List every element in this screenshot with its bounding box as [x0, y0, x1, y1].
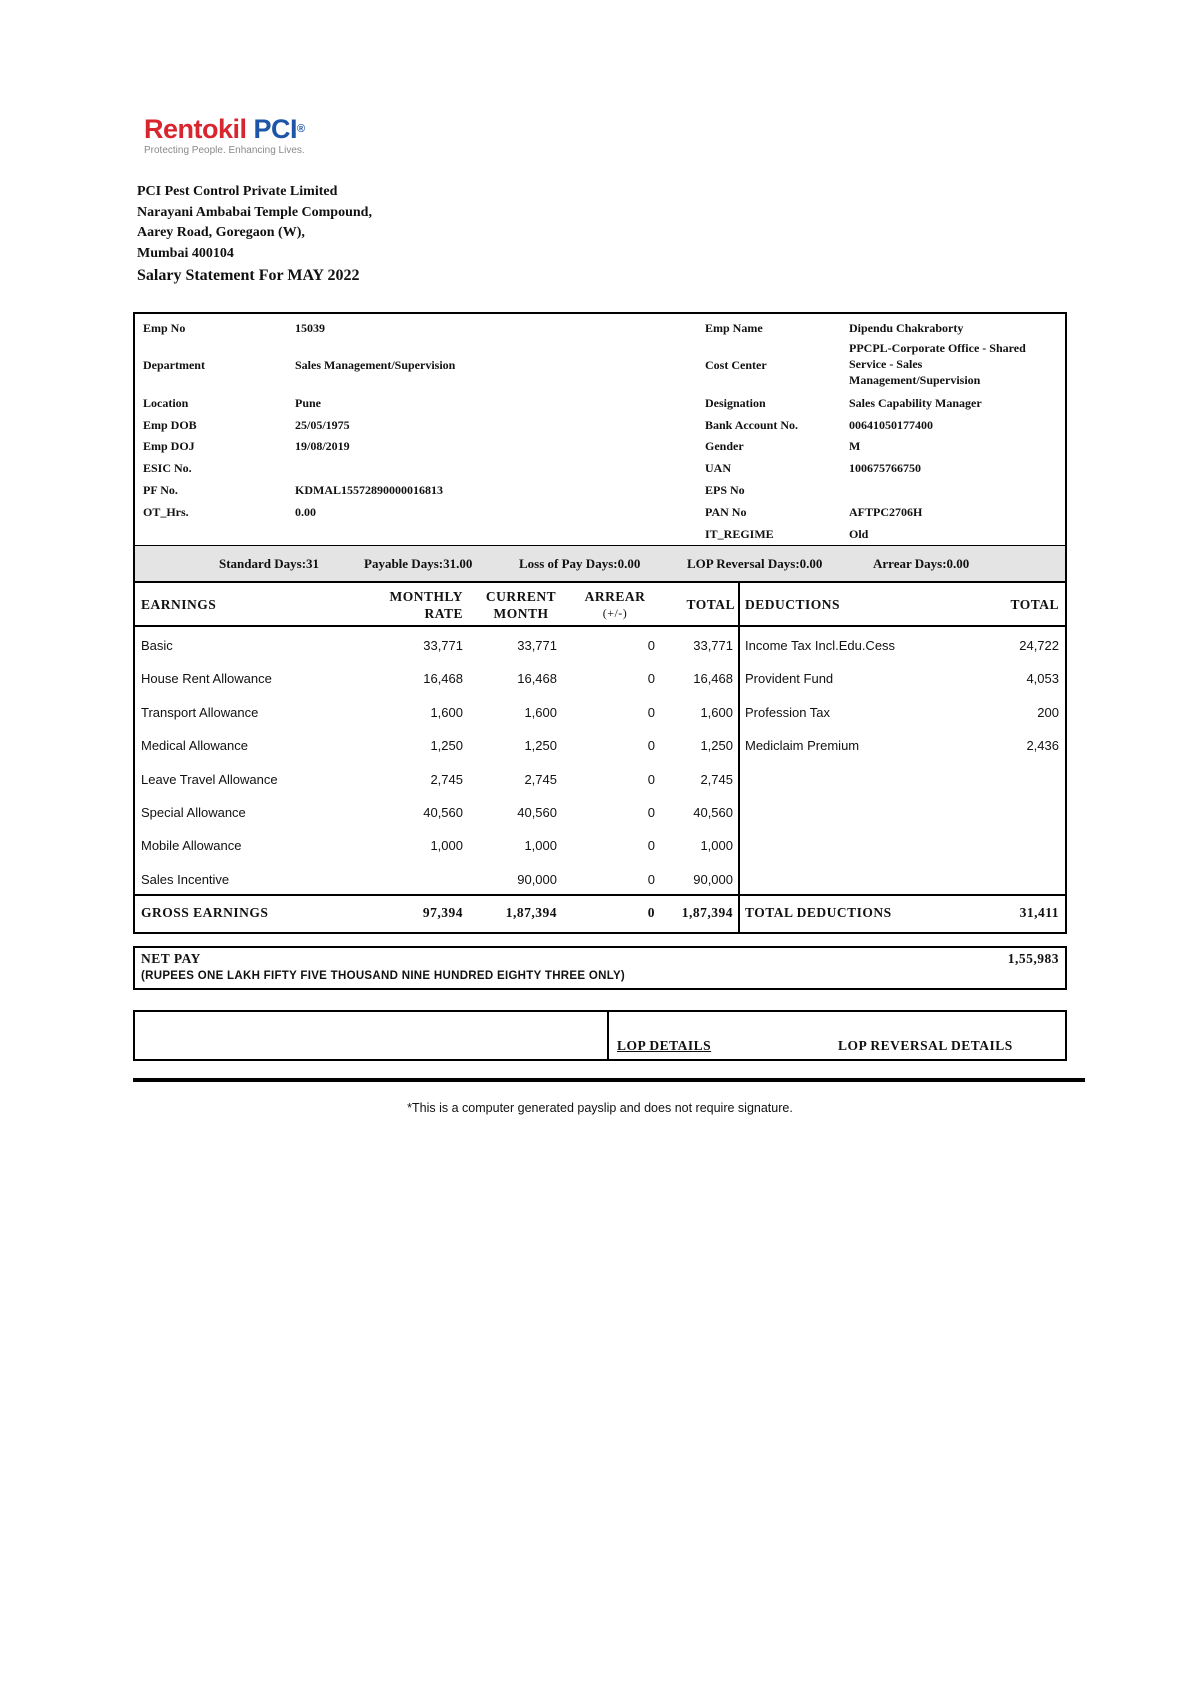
- logo-registered-mark: ®: [297, 123, 305, 135]
- earning-current-month: 33,771: [517, 638, 557, 653]
- deductions-total-header: TOTAL: [1010, 597, 1059, 612]
- logo-brand-blue: PCI: [253, 114, 298, 144]
- footer-note: *This is a computer generated payslip and does not require signature.: [407, 1101, 793, 1115]
- uan-label: UAN: [705, 461, 731, 475]
- doj-label: Emp DOJ: [143, 439, 195, 453]
- total-deductions-value: 31,411: [1019, 905, 1059, 920]
- earning-arrear: 0: [647, 704, 655, 720]
- earning-arrear: 0: [647, 838, 655, 854]
- logo-tagline: Protecting People. Enhancing Lives.: [144, 145, 305, 156]
- deduction-name: Profession Tax: [745, 704, 831, 720]
- earning-name: Basic: [141, 638, 173, 653]
- gender-value: M: [849, 439, 861, 453]
- bank-account-value: 00641050177400: [849, 418, 933, 432]
- total-deductions-label: TOTAL DEDUCTIONS: [745, 905, 892, 920]
- designation-value: Sales Capability Manager: [849, 396, 982, 410]
- it-regime-value: Old: [849, 527, 869, 541]
- arrear-header-line1: ARREAR: [584, 589, 646, 604]
- earning-total: 1,250: [700, 738, 733, 754]
- earning-monthly-rate: 1,600: [430, 704, 463, 720]
- earnings-total-header: TOTAL: [686, 597, 735, 612]
- earning-current-month: 1,600: [524, 704, 557, 720]
- lop-divider: [607, 1012, 609, 1059]
- earning-monthly-rate: 40,560: [423, 805, 463, 820]
- earning-current-month: 1,250: [524, 738, 557, 754]
- pf-value: KDMAL15572890000016813: [295, 483, 443, 497]
- earning-total: 40,560: [693, 805, 733, 820]
- current-month-header-line1: CURRENT: [485, 589, 557, 604]
- location-value: Pune: [295, 396, 322, 410]
- location-label: Location: [143, 396, 189, 410]
- deduction-total: 4,053: [1026, 671, 1059, 687]
- payslip-table: [133, 312, 1067, 934]
- payable-days: Payable Days:31.00: [364, 556, 473, 571]
- net-pay-box: [133, 946, 1067, 990]
- address-line-1: Narayani Ambabai Temple Compound,: [137, 204, 372, 220]
- statement-title: Salary Statement For MAY 2022: [137, 267, 360, 284]
- current-month-header: [479, 588, 563, 622]
- earning-monthly-rate: 33,771: [423, 638, 463, 653]
- earning-name: Mobile Allowance: [141, 838, 242, 854]
- gross-divider: [135, 894, 1065, 896]
- earning-total: 90,000: [693, 871, 733, 887]
- earning-monthly-rate: 1,000: [430, 838, 463, 854]
- logo-wordmark: [144, 114, 305, 144]
- lop-box: [133, 1010, 1067, 1061]
- earning-total: 1,000: [700, 838, 733, 854]
- earning-current-month: 16,468: [517, 671, 557, 687]
- emp-no-label: Emp No: [143, 321, 186, 335]
- earning-current-month: 90,000: [517, 871, 557, 887]
- cost-center-label: Cost Center: [705, 358, 767, 372]
- footer-rule: [133, 1078, 1085, 1082]
- lop-details-label: LOP DETAILS: [617, 1038, 712, 1053]
- pan-value: AFTPC2706H: [849, 505, 923, 519]
- company-logo: [144, 114, 305, 156]
- eps-label: EPS No: [705, 483, 745, 497]
- earning-current-month: 40,560: [517, 805, 557, 820]
- designation-label: Designation: [705, 396, 766, 410]
- emp-no-value: 15039: [295, 321, 325, 335]
- earning-arrear: 0: [647, 805, 655, 820]
- arrear-days: Arrear Days:0.00: [873, 556, 970, 571]
- earning-arrear: 0: [647, 871, 655, 887]
- earning-total: 33,771: [693, 638, 733, 653]
- earning-name: Leave Travel Allowance: [141, 771, 278, 787]
- earning-arrear: 0: [647, 738, 655, 754]
- earning-current-month: 2,745: [524, 771, 557, 787]
- cost-center-value: PPCPL-Corporate Office - Shared Service - Sales Management/Supervision: [849, 341, 1026, 387]
- current-month-header-line2: MONTH: [493, 606, 549, 621]
- ot-value: 0.00: [295, 505, 316, 519]
- earning-arrear: 0: [647, 638, 655, 653]
- net-pay-label: NET PAY: [141, 951, 201, 966]
- address-line-3: Mumbai 400104: [137, 245, 234, 261]
- earning-total: 2,745: [700, 771, 733, 787]
- header-divider: [135, 625, 1065, 627]
- deduction-name: Mediclaim Premium: [745, 738, 860, 754]
- esic-label: ESIC No.: [143, 461, 192, 475]
- it-regime-label: IT_REGIME: [705, 527, 774, 541]
- dob-value: 25/05/1975: [295, 418, 350, 432]
- earning-monthly-rate: 16,468: [423, 671, 463, 687]
- earning-name: Medical Allowance: [141, 738, 248, 754]
- earning-monthly-rate: 2,745: [430, 771, 463, 787]
- deduction-total: 200: [1037, 704, 1059, 720]
- company-address: [137, 182, 372, 264]
- earning-arrear: 0: [647, 771, 655, 787]
- gross-arrear: 0: [647, 905, 655, 920]
- monthly-rate-header-line2: RATE: [424, 606, 463, 621]
- earning-name: Sales Incentive: [141, 871, 230, 887]
- net-pay-in-words: (RUPEES ONE LAKH FIFTY FIVE THOUSAND NINE HUNDRED EIGHTY THREE ONLY): [141, 970, 626, 982]
- monthly-rate-header: [363, 588, 463, 622]
- emp-name-value: Dipendu Chakraborty: [849, 321, 964, 335]
- bank-account-label: Bank Account No.: [705, 418, 799, 432]
- deduction-total: 24,722: [1019, 638, 1059, 653]
- earning-total: 16,468: [693, 671, 733, 687]
- earning-name: Special Allowance: [141, 805, 246, 820]
- earning-arrear: 0: [647, 671, 655, 687]
- earnings-header: EARNINGS: [141, 597, 217, 612]
- arrear-header-line2: (+/-): [602, 606, 628, 620]
- gross-total: 1,87,394: [681, 905, 733, 920]
- deduction-name: Income Tax Incl.Edu.Cess: [745, 638, 896, 653]
- department-value: Sales Management/Supervision: [295, 358, 456, 372]
- gross-earnings-label: GROSS EARNINGS: [141, 905, 269, 920]
- doj-value: 19/08/2019: [295, 439, 350, 453]
- deduction-total: 2,436: [1026, 738, 1059, 754]
- company-name: PCI Pest Control Private Limited: [137, 184, 338, 199]
- earning-total: 1,600: [700, 704, 733, 720]
- arrear-header: [573, 588, 657, 622]
- earning-name: Transport Allowance: [141, 704, 259, 720]
- net-pay-amount: 1,55,983: [1007, 951, 1059, 966]
- gender-label: Gender: [705, 439, 744, 453]
- deduction-name: Provident Fund: [745, 671, 834, 687]
- lop-reversal-details-label: LOP REVERSAL DETAILS: [838, 1038, 1013, 1053]
- dob-label: Emp DOB: [143, 418, 197, 432]
- gross-current-month: 1,87,394: [505, 905, 557, 920]
- earning-monthly-rate: 1,250: [430, 738, 463, 754]
- earning-current-month: 1,000: [524, 838, 557, 854]
- loss-of-pay-days: Loss of Pay Days:0.00: [519, 556, 641, 571]
- uan-value: 100675766750: [849, 461, 921, 475]
- emp-name-label: Emp Name: [705, 321, 763, 335]
- earnings-deductions-divider: [738, 583, 740, 934]
- deductions-header: DEDUCTIONS: [745, 597, 841, 612]
- pf-label: PF No.: [143, 483, 178, 497]
- days-summary-row: [135, 545, 1065, 583]
- gross-monthly-rate: 97,394: [422, 905, 463, 920]
- ot-label: OT_Hrs.: [143, 505, 189, 519]
- lop-reversal-days: LOP Reversal Days:0.00: [687, 556, 823, 571]
- monthly-rate-header-line1: MONTHLY: [389, 589, 463, 604]
- logo-brand-red: Rentokil: [144, 114, 247, 144]
- address-line-2: Aarey Road, Goregaon (W),: [137, 225, 305, 240]
- pan-label: PAN No: [705, 505, 747, 519]
- department-label: Department: [143, 358, 205, 372]
- earning-name: House Rent Allowance: [141, 671, 272, 687]
- standard-days: Standard Days:31: [219, 556, 320, 571]
